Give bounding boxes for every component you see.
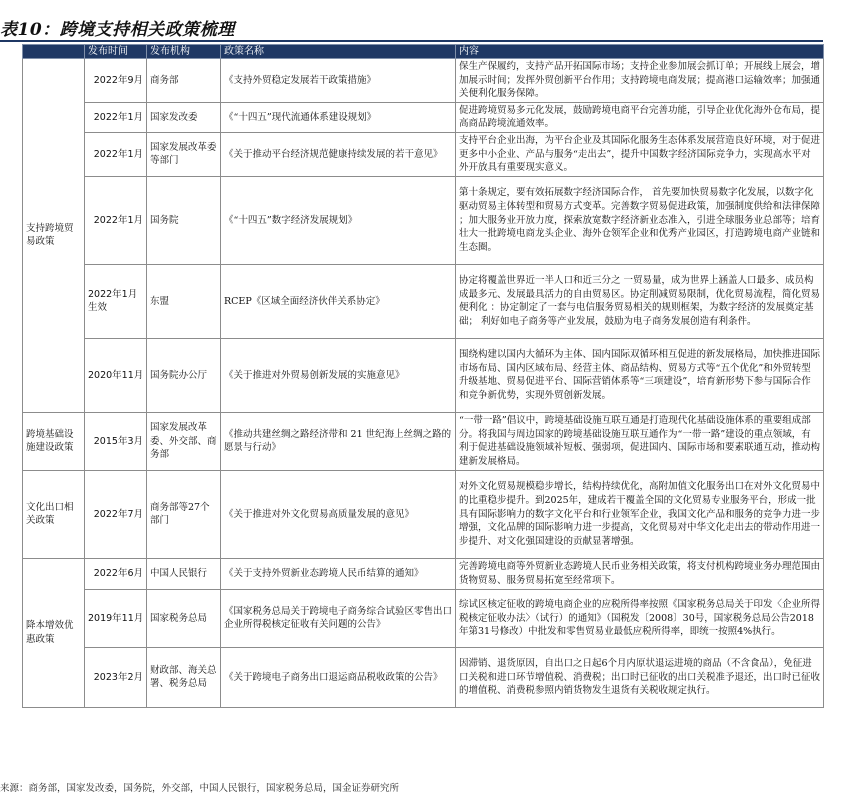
content-cell: 对外文化贸易规模稳步增长，结构持续优化，高附加值文化服务出口在对外文化贸易中的比重稳步提升。到2025年，建成若干覆盖全国的文化贸易专业服务平台，形成一批具有国际影响力的数字文化平台和行业领军企业，我国文化产品和服务的竞争力进一步增强，文化品牌的国际影响力进一步提高，文化贸易对中华文化走出去的带动作用进一步提升、对文化强国建设的贡献显著增强。 [456,470,824,558]
table-row [23,264,824,338]
date-cell: 2015年3月 [85,412,147,470]
content-cell: 保生产保履约，支持产品开拓国际市场；支持企业参加展会抓订单；开展线上展会，增加展示时间；发挥外贸创新平台作用；支持跨境电商发展；提高港口运输效率；加强通关便利化服务保障。 [456,59,824,103]
content-cell: 完善跨境电商等外贸新业态跨境人民币业务相关政策，将支付机构跨境业务办理范围由货物贸易、服务贸易拓宽至经常项下。 [456,558,824,589]
header-name: 政策名称 [221,45,456,59]
org-cell: 国家税务总局 [147,589,221,647]
policy-table [22,44,824,708]
content-cell: 因滞销、退货原因，自出口之日起6个月内原状退运进境的商品（不含食品），免征进口关税和进口环节增值税、消费税；出口时已征收的出口关税准予退还，出口时已征收的增值税、消费税参照内销货物发生退货有关税收规定执行。 [456,647,824,707]
content-cell: 围绕构建以国内大循环为主体、国内国际双循环相互促进的新发展格局，加快推进国际市场布局、国内区域布局、经营主体、商品结构、贸易方式等“五个优化”和外贸转型升级基地、贸易促进平台、国际营销体系等“三项建设”，培育新形势下参与国际合作和竞争新优势，实现外贸创新发展。 [456,338,824,412]
org-cell: 国家发展改革委等部门 [147,132,221,176]
org-cell: 国家发改委 [147,102,221,132]
table-row [23,589,824,647]
date-cell: 2022年1月 [85,102,147,132]
org-cell: 财政部、海关总署、税务总局 [147,647,221,707]
name-cell: 《关于推进对外贸易创新发展的实施意见》 [221,338,456,412]
org-cell: 国家发展改革委、外交部、商务部 [147,412,221,470]
org-cell: 中国人民银行 [147,558,221,589]
name-cell: 《关于推进对外文化贸易高质量发展的意见》 [221,470,456,558]
title-divider [0,40,823,42]
date-cell: 2022年1月生效 [85,264,147,338]
table-row [23,470,824,558]
header-content: 内容 [456,45,824,59]
date-cell: 2022年9月 [85,59,147,103]
header-date: 发布时间 [85,45,147,59]
category-cell: 跨境基础设施建设政策 [23,412,85,470]
table-row [23,412,824,470]
org-cell: 商务部等27个部门 [147,470,221,558]
content-cell: “一带一路”倡议中，跨境基础设施互联互通是打造现代化基础设施体系的重要组成部分。将我国与周边国家的跨境基础设施互联互通作为“一带一路”建设的重点领域，有利于促进基础设施领域补短板、强弱项，促进国内、国际市场和要素联通互动，推动构建新发展格局。 [456,412,824,470]
content-cell: 协定将覆盖世界近一半人口和近三分之 一贸易量，成为世界上涵盖人口最多、成员构成最多元、发展最具活力的自由贸易区。协定削减贸易限制，优化贸易流程，简化贸易便利化 ：协定制定了一套与电信服务贸易相关的规则框架，为数字经济的发展奠定基础； 利好如电子商务等产业发展，鼓励为电子商务发展创造有利条件。 [456,264,824,338]
header-category [23,45,85,59]
table-row [23,647,824,707]
date-cell: 2023年2月 [85,647,147,707]
content-cell: 支持平台企业出海，为平台企业及其国际化服务生态体系发展营造良好环境，对于促进更多中小企业、产品与服务“走出去”，提升中国数字经济国际竞争力，实现高水平对外开放具有重要现实意义。 [456,132,824,176]
table-row [23,176,824,264]
table-row [23,558,824,589]
category-cell: 降本增效优惠政策 [23,558,85,707]
org-cell: 国务院 [147,176,221,264]
name-cell: 《关于支持外贸新业态跨境人民币结算的通知》 [221,558,456,589]
content-cell: 第十条规定，要有效拓展数字经济国际合作， 首先要加快贸易数字化发展，以数字化驱动贸易主体转型和贸易方式变革。完善数字贸易促进政策，加强制度供给和法律保障 ；加大服务业开放力度，探索放宽数字经济新业态准入，引进全球服务业总部等；培育壮大一批跨境电商龙头企业、海外仓领军企业和优秀产业园区，打造跨境电商产业链和生态圈。 [456,176,824,264]
org-cell: 国务院办公厅 [147,338,221,412]
table-row [23,132,824,176]
table-row [23,102,824,132]
org-cell: 东盟 [147,264,221,338]
table-header-row [23,45,824,59]
name-cell: RCEP《区域全面经济伙伴关系协定》 [221,264,456,338]
source-note: 来源：商务部，国家发改委，国务院，外交部，中国人民银行，国家税务总局，国金证券研究所 [0,783,400,794]
category-cell: 文化出口相关政策 [23,470,85,558]
header-org: 发布机构 [147,45,221,59]
name-cell: 《支持外贸稳定发展若干政策措施》 [221,59,456,103]
content-cell: 促进跨境贸易多元化发展，鼓励跨境电商平台完善功能，引导企业优化海外仓布局，提高商品跨境流通效率。 [456,102,824,132]
date-cell: 2022年1月 [85,176,147,264]
date-cell: 2022年7月 [85,470,147,558]
name-cell: 《“十四五”数字经济发展规划》 [221,176,456,264]
table-row [23,59,824,103]
page-title: 表10：跨境支持相关政策梳理 [0,20,235,40]
date-cell: 2020年11月 [85,338,147,412]
date-cell: 2022年6月 [85,558,147,589]
name-cell: 《国家税务总局关于跨境电子商务综合试验区零售出口企业所得税核定征收有关问题的公告》 [221,589,456,647]
org-cell: 商务部 [147,59,221,103]
name-cell: 《“十四五”现代流通体系建设规划》 [221,102,456,132]
content-cell: 综试区核定征收的跨境电商企业的应税所得率按照《国家税务总局关于印发〈企业所得税核定征收办法〉（试行）的通知》（国税发〔2008〕30号，国家税务总局公告2018年第31号修改）中批发和零售贸易业最低应税所得率，即统一按照4%执行。 [456,589,824,647]
date-cell: 2022年1月 [85,132,147,176]
table-row [23,338,824,412]
name-cell: 《关于跨境电子商务出口退运商品税收政策的公告》 [221,647,456,707]
date-cell: 2019年11月 [85,589,147,647]
category-cell: 支持跨境贸易政策 [23,59,85,413]
name-cell: 《关于推动平台经济规范健康持续发展的若干意见》 [221,132,456,176]
name-cell: 《推动共建丝绸之路经济带和 21 世纪海上丝绸之路的愿景与行动》 [221,412,456,470]
